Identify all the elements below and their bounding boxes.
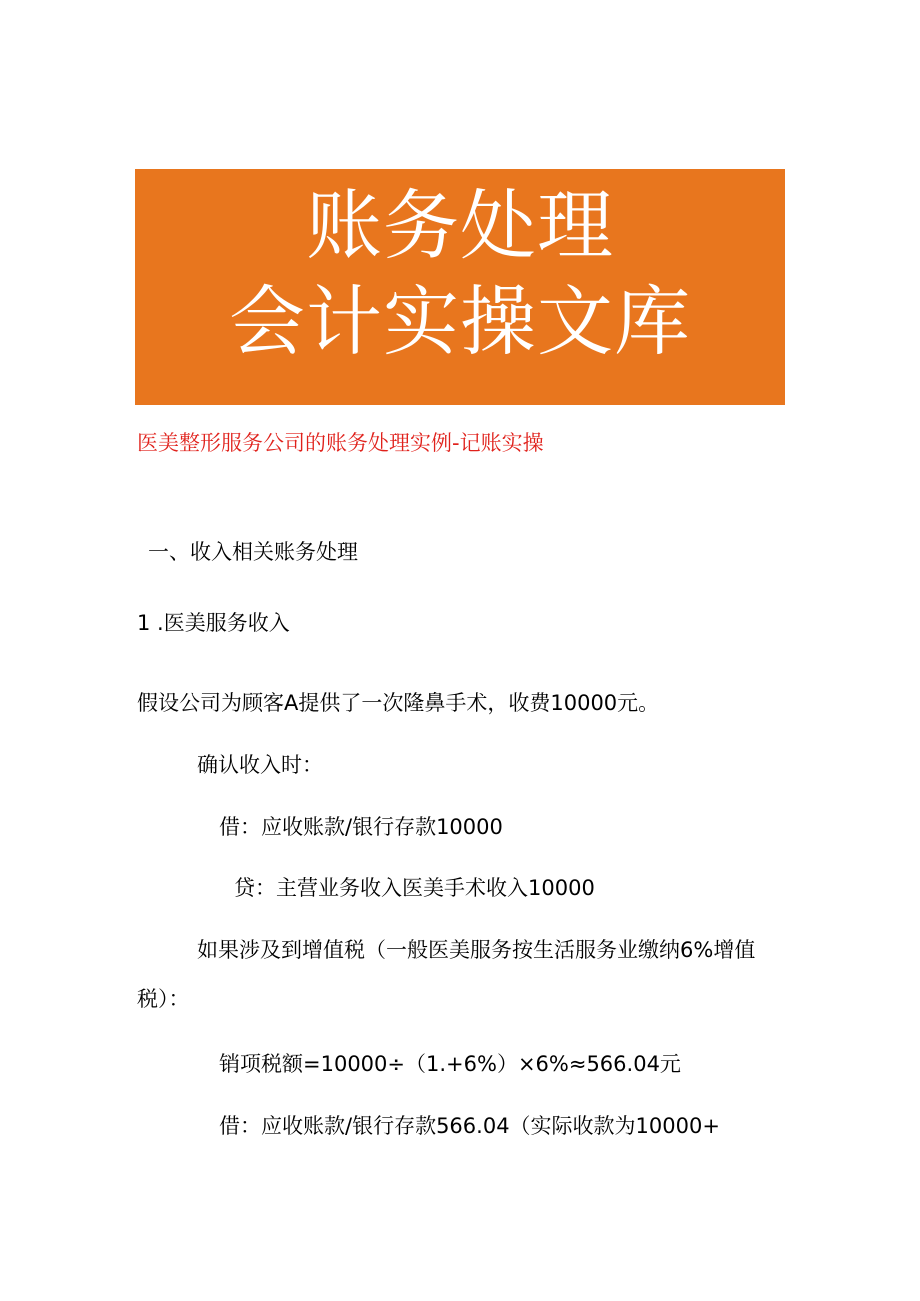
title-banner	[135, 169, 785, 405]
document-subtitle: 医美整形服务公司的账务处理实例-记账实操	[137, 431, 544, 455]
journal-debit-line: 借：应收账款/银行存款10000	[219, 815, 503, 839]
subsection-heading: 1 .医美服务收入	[137, 611, 290, 635]
journal-credit-line: 贷：主营业务收入医美手术收入10000	[234, 876, 595, 900]
paragraph-assumption: 假设公司为顾客A提供了一次隆鼻手术，收费10000元。	[137, 691, 660, 715]
banner-title-line1: 账务处理	[306, 181, 614, 270]
paragraph-confirm-revenue: 确认收入时：	[197, 753, 323, 777]
banner-title-line2: 会计实操文库	[229, 277, 691, 366]
paragraph-vat-line1: 如果涉及到增值税（一般医美服务按生活服务业缴纳6%增值	[197, 938, 756, 962]
paragraph-output-tax: 销项税额=10000÷（1.+6%）×6%≈566.04元	[219, 1052, 681, 1076]
journal-debit-line-2: 借：应收账款/银行存款566.04（实际收款为10000+	[219, 1114, 720, 1138]
paragraph-vat-line2: 税）：	[137, 987, 190, 1011]
section-heading: 一、收入相关账务处理	[148, 540, 358, 564]
